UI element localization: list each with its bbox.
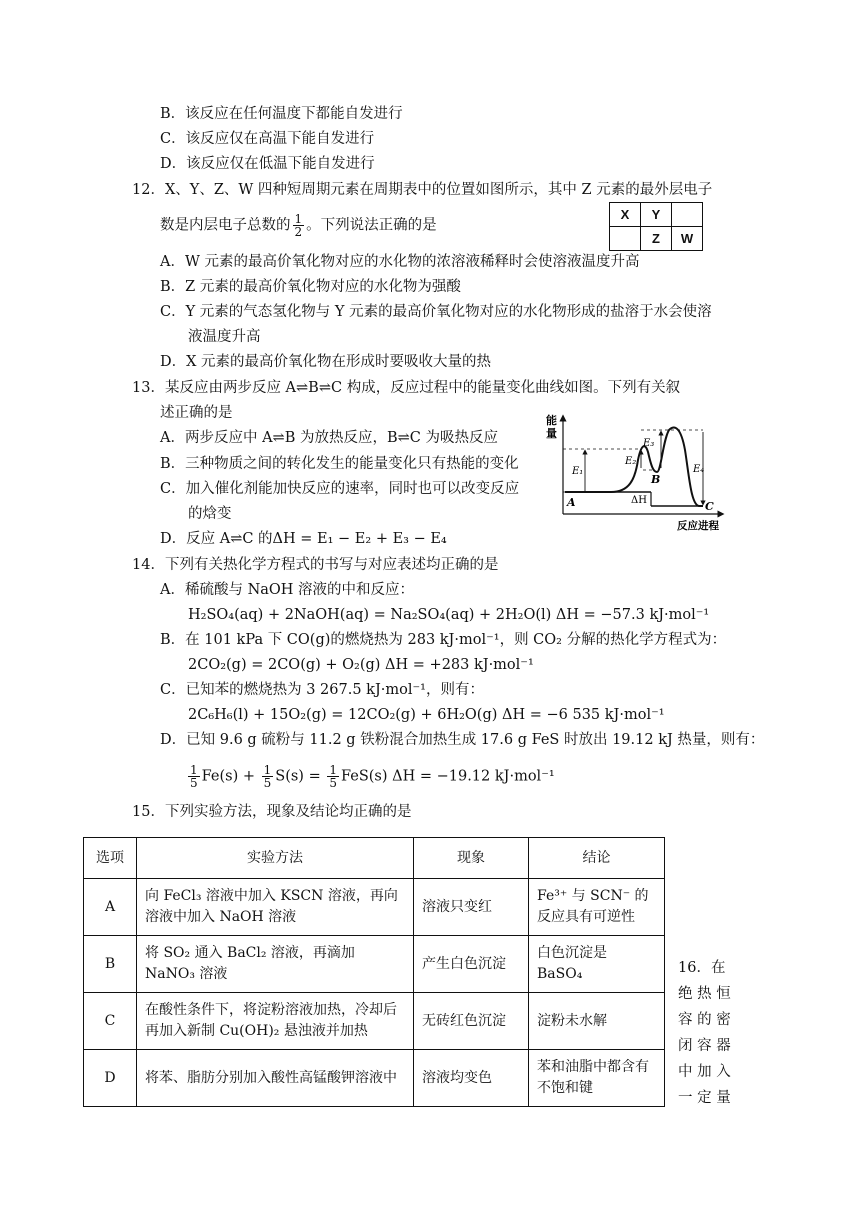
y-axis-label: 能 — [546, 414, 557, 427]
option-cell: B — [84, 936, 137, 993]
q11-option-d: D．该反应仅在低温下能自发进行 — [160, 156, 375, 172]
q14-option-d-equation — [186, 764, 555, 789]
fraction-denominator: 5 — [329, 776, 337, 790]
table-header-row — [84, 838, 665, 879]
q12-option-c-line2: 液温度升高 — [188, 329, 261, 345]
q15-stem: 15．下列实验方法，现象及结论均正确的是 — [132, 804, 412, 820]
q12-stem-text: 。下列说法正确的是 — [306, 217, 437, 234]
label-c: C — [705, 500, 714, 513]
conclusion-cell: Fe³⁺ 与 SCN⁻ 的反应具有可逆性 — [529, 879, 665, 936]
q13-stem-line1: 13．某反应由两步反应 A⇌B⇌C 构成，反应过程中的能量变化曲线如图。下列有关叙 — [132, 380, 681, 396]
method-cell: 将 SO₂ 通入 BaCl₂ 溶液，再滴加 NaNO₃ 溶液 — [137, 936, 414, 993]
q14-option-a-equation: H₂SO₄(aq) + 2NaOH(aq) = Na₂SO₄(aq) + 2H₂O(l) ΔH = −57.3 kJ·mol⁻¹ — [188, 607, 710, 623]
y-axis-label: 量 — [546, 427, 557, 440]
periodic-grid — [609, 202, 703, 251]
q14-option-a-line1: A．稀硫酸与 NaOH 溶液的中和反应： — [160, 582, 415, 598]
table-row — [84, 936, 665, 993]
grid-cell: Z — [641, 227, 672, 251]
q12-option-b: B．Z 元素的最高价氧化物对应的水化物为强酸 — [160, 279, 461, 295]
equation-term: Fe(s) + — [201, 768, 256, 785]
q13-option-a: A．两步反应中 A⇌B 为放热反应，B⇌C 为吸热反应 — [160, 430, 498, 446]
fraction — [262, 764, 274, 789]
q12-option-c-line1: C．Y 元素的气态氢化物与 Y 元素的最高价氧化物对应的水化物形成的盐溶于水会使溶 — [160, 304, 712, 320]
fraction-numerator: 1 — [294, 212, 303, 226]
label-e4: E₄ — [693, 464, 705, 475]
q16-line: 容 的 密 — [678, 1012, 731, 1028]
q16-line: 中 加 入 — [678, 1064, 731, 1080]
q12-stem-text: 数是内层电子总数的 — [160, 217, 291, 234]
q16-line: 绝 热 恒 — [678, 986, 731, 1002]
equation-term: S(s) = — [275, 768, 321, 785]
fraction-numerator: 1 — [329, 763, 337, 777]
q11-option-b: B．该反应在任何温度下都能自发进行 — [160, 106, 403, 122]
option-cell: D — [84, 1050, 137, 1107]
table-header: 结论 — [529, 838, 665, 879]
q12-option-d: D．X 元素的最高价氧化物在形成时要吸收大量的热 — [160, 354, 492, 370]
q16-line: 一 定 量 — [678, 1090, 731, 1106]
method-cell: 在酸性条件下，将淀粉溶液加热，冷却后再加入新制 Cu(OH)₂ 悬浊液并加热 — [137, 993, 414, 1050]
phenomenon-cell: 无砖红色沉淀 — [414, 993, 529, 1050]
fraction-numerator: 1 — [190, 763, 198, 777]
grid-cell: W — [672, 227, 703, 251]
grid-cell: Y — [641, 203, 672, 227]
option-cell: C — [84, 993, 137, 1050]
fraction — [188, 764, 200, 789]
table-row — [84, 1050, 665, 1107]
q13-stem-line2: 述正确的是 — [160, 405, 233, 421]
conclusion-cell: 白色沉淀是 BaSO₄ — [529, 936, 665, 993]
fraction-denominator: 5 — [263, 776, 272, 790]
q14-option-b-line1: B．在 101 kPa 下 CO(g)的燃烧热为 283 kJ·mol⁻¹，则 CO₂ 分解的热化学方程式为： — [160, 632, 727, 648]
q14-option-c-equation: 2C₆H₆(l) + 15O₂(g) = 12CO₂(g) + 6H₂O(g) ΔH = −6 535 kJ·mol⁻¹ — [188, 707, 665, 723]
label-b: B — [651, 473, 661, 486]
q12-option-a: A．W 元素的最高价氧化物对应的水化物的浓溶液稀释时会使溶液温度升高 — [160, 254, 640, 270]
table-header: 现象 — [414, 838, 529, 879]
fraction-denominator: 5 — [190, 776, 198, 790]
fraction-numerator: 1 — [263, 763, 272, 777]
q14-option-c-line1: C．已知苯的燃烧热为 3 267.5 kJ·mol⁻¹，则有： — [160, 682, 484, 698]
table-row — [84, 993, 665, 1050]
label-e2: E₂ — [625, 456, 637, 467]
q16-line: 16．在 — [678, 960, 726, 976]
conclusion-cell: 苯和油脂中都含有不饱和键 — [529, 1050, 665, 1107]
q13-option-c-line1: C．加入催化剂能加快反应的速率，同时也可以改变反应 — [160, 481, 520, 497]
grid-cell: X — [610, 203, 641, 227]
q12-fraction — [293, 213, 305, 238]
method-cell: 将苯、脂肪分别加入酸性高锰酸钾溶液中 — [137, 1050, 414, 1107]
option-cell: A — [84, 879, 137, 936]
q12-stem-line1: 12．X、Y、Z、W 四种短周期元素在周期表中的位置如图所示，其中 Z 元素的最外层电子 — [132, 182, 713, 198]
q11-option-c: C．该反应仅在高温下能自发进行 — [160, 131, 375, 147]
x-axis-label: 反应进程 — [677, 520, 719, 532]
grid-cell — [672, 203, 703, 227]
table-header: 实验方法 — [137, 838, 414, 879]
fraction-denominator: 2 — [294, 225, 303, 239]
conclusion-cell: 淀粉未水解 — [529, 993, 665, 1050]
q13-option-b: B．三种物质之间的转化发生的能量变化只有热能的变化 — [160, 456, 519, 472]
q13-option-c-line2: 的焓变 — [188, 506, 232, 522]
experiment-table — [83, 837, 665, 1107]
equation-term: FeS(s) ΔH = −19.12 kJ·mol⁻¹ — [340, 768, 555, 785]
phenomenon-cell: 溶液只变红 — [414, 879, 529, 936]
label-a: A — [567, 496, 576, 509]
table-header: 选项 — [84, 838, 137, 879]
phenomenon-cell: 产生白色沉淀 — [414, 936, 529, 993]
energy-diagram — [543, 410, 733, 532]
q14-stem: 14．下列有关热化学方程式的书写与对应表述均正确的是 — [132, 557, 499, 573]
grid-cell — [610, 227, 641, 251]
label-delta-h: ΔH — [631, 495, 647, 506]
label-e1: E₁ — [572, 466, 584, 477]
q14-option-b-equation: 2CO₂(g) = 2CO(g) + O₂(g) ΔH = +283 kJ·mol⁻¹ — [188, 657, 534, 673]
label-e3: E₃ — [643, 438, 655, 449]
q14-option-d-line1: D．已知 9.6 g 硫粉与 11.2 g 铁粉混合加热生成 17.6 g FeS 时放出 19.12 kJ 热量，则有： — [160, 732, 765, 748]
q12-stem-line2 — [160, 213, 437, 238]
q16-line: 闭 容 器 — [678, 1038, 731, 1054]
phenomenon-cell: 溶液均变色 — [414, 1050, 529, 1107]
table-row — [84, 879, 665, 936]
fraction — [327, 764, 339, 789]
method-cell: 向 FeCl₃ 溶液中加入 KSCN 溶液，再向溶液中加入 NaOH 溶液 — [137, 879, 414, 936]
q13-option-d: D．反应 A⇌C 的ΔH = E₁ − E₂ + E₃ − E₄ — [160, 531, 447, 547]
